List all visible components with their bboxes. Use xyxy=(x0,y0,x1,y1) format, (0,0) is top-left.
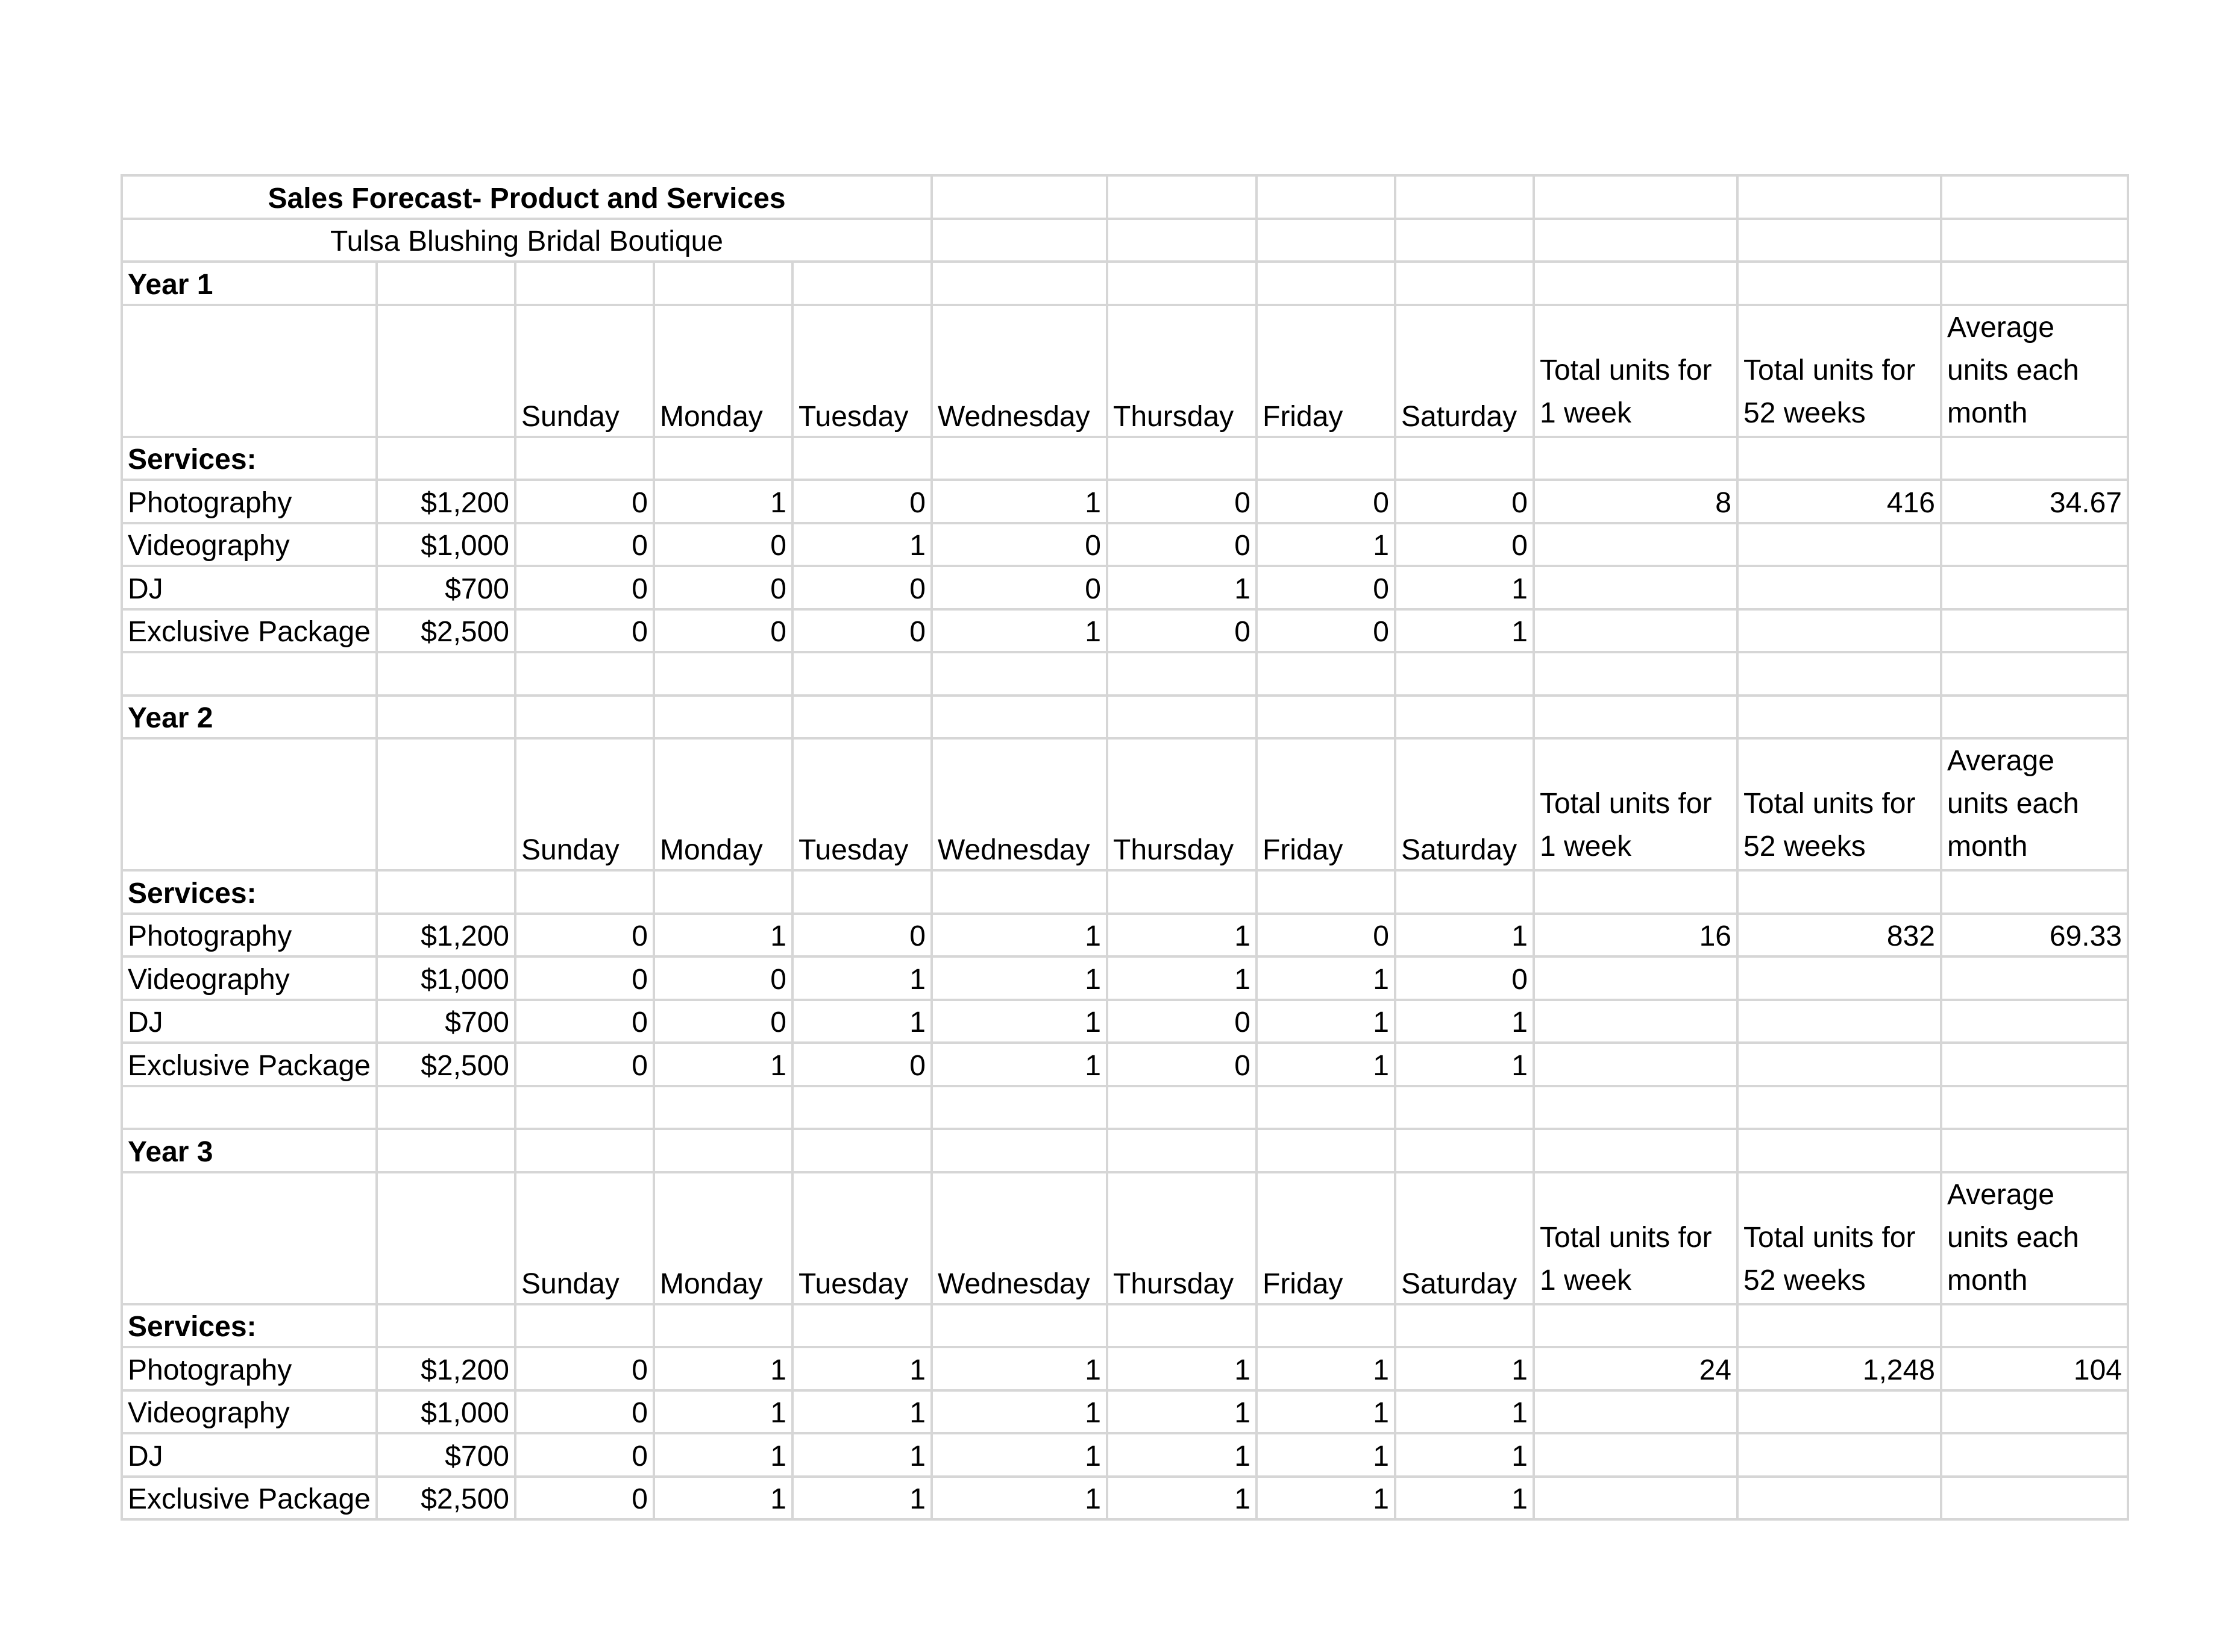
service-price: $1,200 xyxy=(377,480,515,523)
total-units-cell xyxy=(1534,1390,1737,1434)
day-units-cell: 1 xyxy=(654,1043,792,1086)
service-price: $2,500 xyxy=(377,1477,515,1520)
service-price: $2,500 xyxy=(377,609,515,653)
day-units-cell: 1 xyxy=(792,1477,932,1520)
day-units-cell: 1 xyxy=(1107,1390,1257,1434)
service-name: Videography xyxy=(122,1390,377,1434)
day-header: Wednesday xyxy=(932,1172,1107,1304)
day-units-cell: 0 xyxy=(515,523,654,567)
subtitle-row xyxy=(122,219,2128,262)
total-units-cell xyxy=(1941,1433,2128,1477)
total-header: Total units for 52 weeks xyxy=(1737,738,1941,870)
table-row xyxy=(122,480,2128,523)
total-units-cell xyxy=(1534,956,1737,1000)
day-units-cell: 1 xyxy=(792,523,932,567)
title-row xyxy=(122,175,2128,219)
day-units-cell: 1 xyxy=(932,1390,1107,1434)
table-row xyxy=(122,1390,2128,1434)
services-label-row xyxy=(122,1304,2128,1348)
year-label-row xyxy=(122,262,2128,305)
day-units-cell: 0 xyxy=(515,480,654,523)
total-units-cell xyxy=(1941,1043,2128,1086)
spacer-row xyxy=(122,652,2128,696)
services-label-row xyxy=(122,870,2128,914)
total-units-cell xyxy=(1941,1390,2128,1434)
day-units-cell: 1 xyxy=(1395,1390,1534,1434)
total-units-cell xyxy=(1737,1477,1941,1520)
total-units-cell xyxy=(1737,956,1941,1000)
year-label: Year 3 xyxy=(122,1129,377,1172)
total-header: Total units for 1 week xyxy=(1534,738,1737,870)
day-units-cell: 1 xyxy=(1107,914,1257,957)
day-units-cell: 0 xyxy=(1107,1043,1257,1086)
day-header: Sunday xyxy=(515,305,654,437)
day-units-cell: 1 xyxy=(932,1477,1107,1520)
day-units-cell: 0 xyxy=(654,566,792,609)
day-header: Tuesday xyxy=(792,305,932,437)
day-units-cell: 1 xyxy=(1395,1000,1534,1043)
day-units-cell: 0 xyxy=(1257,480,1395,523)
day-header: Friday xyxy=(1257,1172,1395,1304)
day-units-cell: 1 xyxy=(1395,609,1534,653)
day-units-cell: 0 xyxy=(792,914,932,957)
total-units-cell: 34.67 xyxy=(1941,480,2128,523)
services-label: Services: xyxy=(122,437,377,480)
total-units-cell xyxy=(1941,566,2128,609)
day-units-cell: 0 xyxy=(515,1433,654,1477)
service-price: $1,000 xyxy=(377,956,515,1000)
services-label: Services: xyxy=(122,870,377,914)
total-units-cell: 1,248 xyxy=(1737,1347,1941,1390)
total-units-cell xyxy=(1941,1477,2128,1520)
day-units-cell: 1 xyxy=(654,1433,792,1477)
day-units-cell: 0 xyxy=(654,609,792,653)
total-units-cell: 24 xyxy=(1534,1347,1737,1390)
day-units-cell: 1 xyxy=(1257,1433,1395,1477)
total-units-cell xyxy=(1941,956,2128,1000)
day-units-cell: 1 xyxy=(1107,1477,1257,1520)
column-header-row xyxy=(122,305,2128,437)
service-price: $1,200 xyxy=(377,1347,515,1390)
day-units-cell: 1 xyxy=(654,480,792,523)
day-units-cell: 0 xyxy=(1107,480,1257,523)
day-header: Monday xyxy=(654,1172,792,1304)
day-units-cell: 1 xyxy=(1257,1347,1395,1390)
table-row xyxy=(122,914,2128,957)
service-price: $1,200 xyxy=(377,914,515,957)
total-header: Average units each month xyxy=(1941,1172,2128,1304)
day-units-cell: 1 xyxy=(654,1390,792,1434)
total-units-cell xyxy=(1534,523,1737,567)
service-price: $2,500 xyxy=(377,1043,515,1086)
day-units-cell: 0 xyxy=(515,914,654,957)
day-units-cell: 1 xyxy=(932,1000,1107,1043)
total-units-cell: 16 xyxy=(1534,914,1737,957)
total-units-cell: 104 xyxy=(1941,1347,2128,1390)
total-units-cell xyxy=(1737,566,1941,609)
service-name: Exclusive Package xyxy=(122,1043,377,1086)
day-units-cell: 0 xyxy=(515,1390,654,1434)
total-units-cell xyxy=(1737,1000,1941,1043)
day-header: Sunday xyxy=(515,738,654,870)
day-units-cell: 1 xyxy=(932,1043,1107,1086)
day-header: Saturday xyxy=(1395,305,1534,437)
day-units-cell: 1 xyxy=(792,1347,932,1390)
day-header: Monday xyxy=(654,738,792,870)
table-row xyxy=(122,956,2128,1000)
total-units-cell xyxy=(1737,609,1941,653)
day-units-cell: 1 xyxy=(1257,1000,1395,1043)
total-header: Average units each month xyxy=(1941,738,2128,870)
day-header: Tuesday xyxy=(792,1172,932,1304)
year-label: Year 1 xyxy=(122,262,377,305)
table-row xyxy=(122,523,2128,567)
total-units-cell xyxy=(1737,1390,1941,1434)
day-units-cell: 1 xyxy=(654,1347,792,1390)
services-label: Services: xyxy=(122,1304,377,1348)
day-units-cell: 1 xyxy=(1395,1477,1534,1520)
day-units-cell: 0 xyxy=(1395,523,1534,567)
day-units-cell: 1 xyxy=(932,956,1107,1000)
column-header-row xyxy=(122,1172,2128,1304)
total-units-cell xyxy=(1941,609,2128,653)
day-units-cell: 1 xyxy=(792,1000,932,1043)
day-units-cell: 1 xyxy=(932,480,1107,523)
day-units-cell: 0 xyxy=(1257,914,1395,957)
day-units-cell: 0 xyxy=(932,523,1107,567)
table-row xyxy=(122,1043,2128,1086)
total-units-cell: 832 xyxy=(1737,914,1941,957)
day-units-cell: 0 xyxy=(1257,566,1395,609)
total-header: Total units for 1 week xyxy=(1534,1172,1737,1304)
day-units-cell: 0 xyxy=(515,566,654,609)
day-units-cell: 0 xyxy=(1107,523,1257,567)
total-header: Total units for 1 week xyxy=(1534,305,1737,437)
total-units-cell xyxy=(1534,609,1737,653)
day-units-cell: 1 xyxy=(654,914,792,957)
day-units-cell: 0 xyxy=(1395,956,1534,1000)
day-units-cell: 0 xyxy=(792,566,932,609)
day-units-cell: 0 xyxy=(792,480,932,523)
service-price: $700 xyxy=(377,566,515,609)
service-name: Exclusive Package xyxy=(122,1477,377,1520)
day-units-cell: 1 xyxy=(1395,1043,1534,1086)
day-units-cell: 0 xyxy=(654,956,792,1000)
day-units-cell: 0 xyxy=(654,1000,792,1043)
day-units-cell: 1 xyxy=(1257,1043,1395,1086)
day-units-cell: 0 xyxy=(515,1347,654,1390)
day-units-cell: 1 xyxy=(1395,1347,1534,1390)
total-units-cell xyxy=(1941,523,2128,567)
spacer-row xyxy=(122,1086,2128,1129)
total-units-cell xyxy=(1737,1433,1941,1477)
year-label-row xyxy=(122,696,2128,739)
day-units-cell: 1 xyxy=(932,1433,1107,1477)
day-header: Saturday xyxy=(1395,1172,1534,1304)
service-name: Videography xyxy=(122,956,377,1000)
day-units-cell: 0 xyxy=(515,1043,654,1086)
sheet-subtitle: Tulsa Blushing Bridal Boutique xyxy=(122,219,932,262)
day-units-cell: 1 xyxy=(792,956,932,1000)
table-row xyxy=(122,1347,2128,1390)
day-units-cell: 1 xyxy=(932,1347,1107,1390)
day-header: Friday xyxy=(1257,738,1395,870)
total-units-cell: 416 xyxy=(1737,480,1941,523)
day-header: Friday xyxy=(1257,305,1395,437)
year-label: Year 2 xyxy=(122,696,377,739)
day-units-cell: 0 xyxy=(792,1043,932,1086)
day-header: Wednesday xyxy=(932,738,1107,870)
service-price: $700 xyxy=(377,1433,515,1477)
service-name: Videography xyxy=(122,523,377,567)
total-units-cell xyxy=(1534,1000,1737,1043)
day-units-cell: 1 xyxy=(1257,1390,1395,1434)
day-units-cell: 1 xyxy=(1257,956,1395,1000)
day-units-cell: 1 xyxy=(1257,1477,1395,1520)
day-units-cell: 0 xyxy=(932,566,1107,609)
day-units-cell: 1 xyxy=(1107,1347,1257,1390)
day-units-cell: 0 xyxy=(1107,609,1257,653)
services-label-row xyxy=(122,437,2128,480)
day-units-cell: 0 xyxy=(792,609,932,653)
table-row xyxy=(122,1433,2128,1477)
column-header-row xyxy=(122,738,2128,870)
day-units-cell: 1 xyxy=(792,1390,932,1434)
day-units-cell: 1 xyxy=(932,609,1107,653)
table-row xyxy=(122,1000,2128,1043)
day-header: Monday xyxy=(654,305,792,437)
day-units-cell: 1 xyxy=(1107,566,1257,609)
day-units-cell: 0 xyxy=(1257,609,1395,653)
total-units-cell xyxy=(1737,523,1941,567)
service-name: Photography xyxy=(122,480,377,523)
day-units-cell: 0 xyxy=(515,609,654,653)
day-units-cell: 1 xyxy=(792,1433,932,1477)
year-label-row xyxy=(122,1129,2128,1172)
table-row xyxy=(122,566,2128,609)
total-units-cell: 69.33 xyxy=(1941,914,2128,957)
total-units-cell xyxy=(1534,1043,1737,1086)
day-units-cell: 0 xyxy=(1395,480,1534,523)
day-header: Saturday xyxy=(1395,738,1534,870)
service-name: Photography xyxy=(122,1347,377,1390)
total-units-cell xyxy=(1941,1000,2128,1043)
day-units-cell: 1 xyxy=(1395,914,1534,957)
day-units-cell: 0 xyxy=(515,1000,654,1043)
day-units-cell: 1 xyxy=(932,914,1107,957)
day-header: Sunday xyxy=(515,1172,654,1304)
total-units-cell xyxy=(1534,1433,1737,1477)
total-units-cell xyxy=(1534,1477,1737,1520)
service-price: $700 xyxy=(377,1000,515,1043)
day-units-cell: 1 xyxy=(1257,523,1395,567)
service-price: $1,000 xyxy=(377,523,515,567)
day-units-cell: 1 xyxy=(1395,1433,1534,1477)
sheet-title: Sales Forecast- Product and Services xyxy=(122,175,932,219)
day-units-cell: 0 xyxy=(1107,1000,1257,1043)
service-name: Exclusive Package xyxy=(122,609,377,653)
total-units-cell xyxy=(1737,1043,1941,1086)
day-units-cell: 0 xyxy=(515,956,654,1000)
service-name: DJ xyxy=(122,1000,377,1043)
total-units-cell: 8 xyxy=(1534,480,1737,523)
day-units-cell: 1 xyxy=(654,1477,792,1520)
day-units-cell: 1 xyxy=(1107,956,1257,1000)
total-units-cell xyxy=(1534,566,1737,609)
service-name: DJ xyxy=(122,1433,377,1477)
day-header: Wednesday xyxy=(932,305,1107,437)
total-header: Total units for 52 weeks xyxy=(1737,1172,1941,1304)
service-name: DJ xyxy=(122,566,377,609)
table-row xyxy=(122,609,2128,653)
day-units-cell: 0 xyxy=(515,1477,654,1520)
day-header: Thursday xyxy=(1107,1172,1257,1304)
service-name: Photography xyxy=(122,914,377,957)
service-price: $1,000 xyxy=(377,1390,515,1434)
day-units-cell: 0 xyxy=(654,523,792,567)
total-header: Average units each month xyxy=(1941,305,2128,437)
day-units-cell: 1 xyxy=(1395,566,1534,609)
table-row xyxy=(122,1477,2128,1520)
day-units-cell: 1 xyxy=(1107,1433,1257,1477)
sales-forecast-table xyxy=(121,174,2129,1521)
day-header: Tuesday xyxy=(792,738,932,870)
total-header: Total units for 52 weeks xyxy=(1737,305,1941,437)
day-header: Thursday xyxy=(1107,738,1257,870)
day-header: Thursday xyxy=(1107,305,1257,437)
